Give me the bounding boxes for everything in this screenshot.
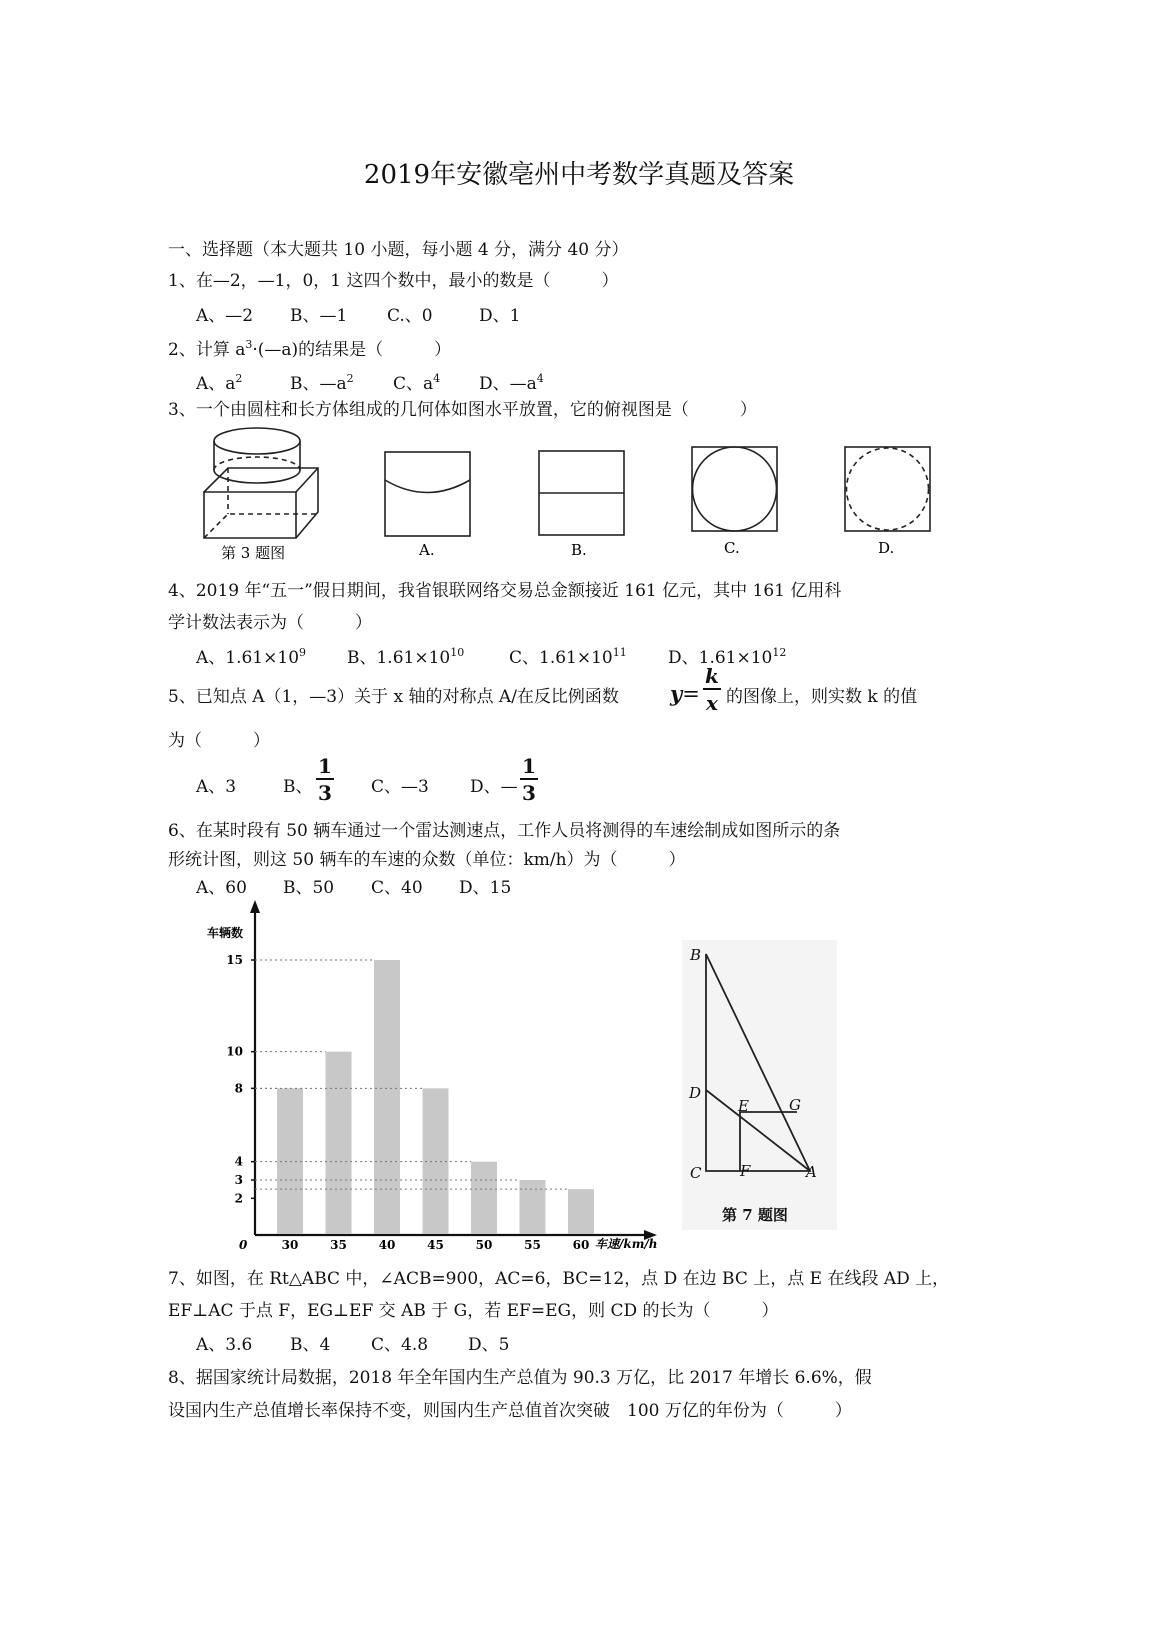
question-6-option: A、60 — [196, 878, 247, 898]
option-d-label: D. — [878, 539, 895, 557]
point-e-label: E — [738, 1097, 749, 1115]
question-3-figures — [0, 0, 1158, 580]
point-f-label: F — [740, 1162, 751, 1180]
question-4-line2: 学计数法表示为（ ） — [168, 613, 372, 633]
point-d-label: D — [689, 1084, 702, 1102]
question-1-option: A、—2 — [196, 306, 254, 326]
bar-55 — [520, 1180, 546, 1234]
question-4-line1: 4、2019 年“五一”假日期间，我省银联网络交易总金额接近 161 亿元，其中 161 亿用科 — [168, 581, 842, 601]
question-2-option: C、$a^4$ — [393, 372, 441, 394]
figure-3-caption: 第 3 题图 — [221, 544, 286, 562]
option-c-label: C. — [724, 539, 740, 557]
point-b-label: B — [690, 946, 702, 964]
bar-60 — [568, 1189, 594, 1234]
y-tick-label: 10 — [226, 1044, 243, 1059]
x-tick-label: 30 — [281, 1238, 299, 1252]
question-7-option: C、4.8 — [371, 1335, 429, 1355]
origin-label: 0 — [239, 1238, 248, 1252]
y-axis-label: 车辆数 — [207, 926, 244, 940]
section-heading: 一、选择题（本大题共 10 小题，每小题 4 分，满分 40 分） — [168, 240, 629, 260]
y-tick-label: 15 — [226, 953, 243, 967]
question-1-option: D、1 — [479, 306, 521, 326]
question-5-option-a: A、3 — [196, 777, 237, 797]
question-5-option-d-fraction: $\frac{1}{3}$ — [522, 754, 536, 805]
cylinder-box-figure — [204, 428, 318, 538]
y-tick-label: 3 — [234, 1173, 243, 1187]
question-6-option: D、15 — [459, 878, 512, 898]
option-c-view — [692, 447, 777, 531]
question-5-fraction: $\frac{k}{x}$ — [705, 664, 719, 715]
page-title: 2019年安徽亳州中考数学真题及答案 — [363, 160, 795, 190]
question-7-option: A、3.6 — [196, 1335, 253, 1355]
question-7-option: B、4 — [290, 1335, 331, 1355]
question-6-line1: 6、在某时段有 50 辆车通过一个雷达测速点，工作人员将测得的车速绘制成如图所示的条 — [168, 821, 841, 841]
y-tick-label: 8 — [234, 1081, 243, 1096]
speed-bar-chart — [195, 895, 665, 1255]
x-tick-label: 55 — [524, 1238, 541, 1252]
bar-40 — [374, 960, 400, 1234]
x-axis-label: 车速/km/h — [595, 1237, 658, 1251]
question-2-stem: 2、计算 $a^3\cdot(—a)$的结果是（ ） — [168, 338, 452, 360]
x-tick-label: 35 — [330, 1238, 347, 1252]
question-5-option-b: B、 — [283, 777, 313, 797]
question-5-option-b-fraction: $\frac{1}{3}$ — [318, 754, 332, 805]
question-7-line1: 7、如图，在 Rt△ABC 中，∠ACB=900，AC=6，BC=12，点 D 在边 BC 上，点 E 在线段 AD 上， — [168, 1269, 950, 1289]
question-7-line2: EF⊥AC 于点 F，EG⊥EF 交 AB 于 G，若 EF=EG，则 CD 的长为（ ） — [168, 1301, 779, 1321]
question-7-option: D、5 — [468, 1335, 510, 1355]
question-4-option: D、$1.61\times 10^{12}$ — [668, 646, 787, 668]
point-a-label: A — [806, 1163, 817, 1181]
bar-50 — [471, 1162, 497, 1234]
option-a-view — [385, 452, 470, 536]
option-d-view — [845, 447, 930, 531]
question-5-option-d: D、— — [470, 777, 518, 797]
question-1-option: C.、0 — [387, 306, 433, 326]
question-4-option: C、$1.61\times 10^{11}$ — [509, 646, 627, 668]
question-4-option: B、$1.61\times 10^{10}$ — [347, 646, 465, 668]
x-tick-label: 50 — [475, 1238, 493, 1252]
question-5-function: y= — [670, 681, 700, 706]
question-3-stem: 3、一个由圆柱和长方体组成的几何体如图水平放置，它的俯视图是（ ） — [168, 400, 757, 420]
question-5-option-c: C、—3 — [371, 777, 429, 797]
figure-7-caption: 第 7 题图 — [722, 1206, 788, 1224]
question-5-line1-b: 的图像上，则实数 k 的值 — [726, 687, 918, 707]
bar-35 — [326, 1052, 352, 1234]
question-8-line2: 设国内生产总值增长率保持不变，则国内生产总值首次突破 100 万亿的年份为（ ） — [168, 1401, 852, 1421]
y-tick-label: 4 — [234, 1154, 243, 1169]
point-c-label: C — [690, 1164, 702, 1182]
x-tick-label: 60 — [572, 1238, 590, 1252]
question-2-option: D、$—a^4$ — [479, 372, 544, 394]
figure-7 — [682, 940, 837, 1230]
question-6-option: C、40 — [371, 878, 423, 898]
question-5-line1-a: 5、已知点 A（1，—3）关于 x 轴的对称点 A/在反比例函数 — [168, 687, 619, 707]
question-2-option: A、$a^2$ — [196, 372, 243, 394]
x-tick-label: 40 — [378, 1238, 396, 1252]
question-6-line2: 形统计图，则这 50 辆车的车速的众数（单位：km/h）为（ ） — [168, 850, 686, 870]
question-8-line1: 8、据国家统计局数据，2018 年全年国内生产总值为 90.3 万亿，比 2017 年增长 6.6%，假 — [168, 1368, 872, 1388]
question-6-option: B、50 — [283, 878, 335, 898]
question-5-line2: 为（ ） — [168, 731, 270, 751]
option-a-label: A. — [419, 541, 435, 559]
question-4-option: A、$1.61\times 10^9$ — [196, 646, 307, 668]
x-tick-label: 45 — [427, 1238, 444, 1252]
question-1-stem: 1、在—2，—1，0，1 这四个数中，最小的数是（ ） — [168, 271, 619, 291]
y-tick-label: 2 — [234, 1191, 243, 1206]
question-1-option: B、—1 — [290, 306, 348, 326]
point-g-label: G — [789, 1096, 801, 1114]
question-2-option: B、$—a^2$ — [290, 372, 354, 394]
option-b-view — [539, 451, 624, 535]
option-b-label: B. — [571, 541, 587, 559]
